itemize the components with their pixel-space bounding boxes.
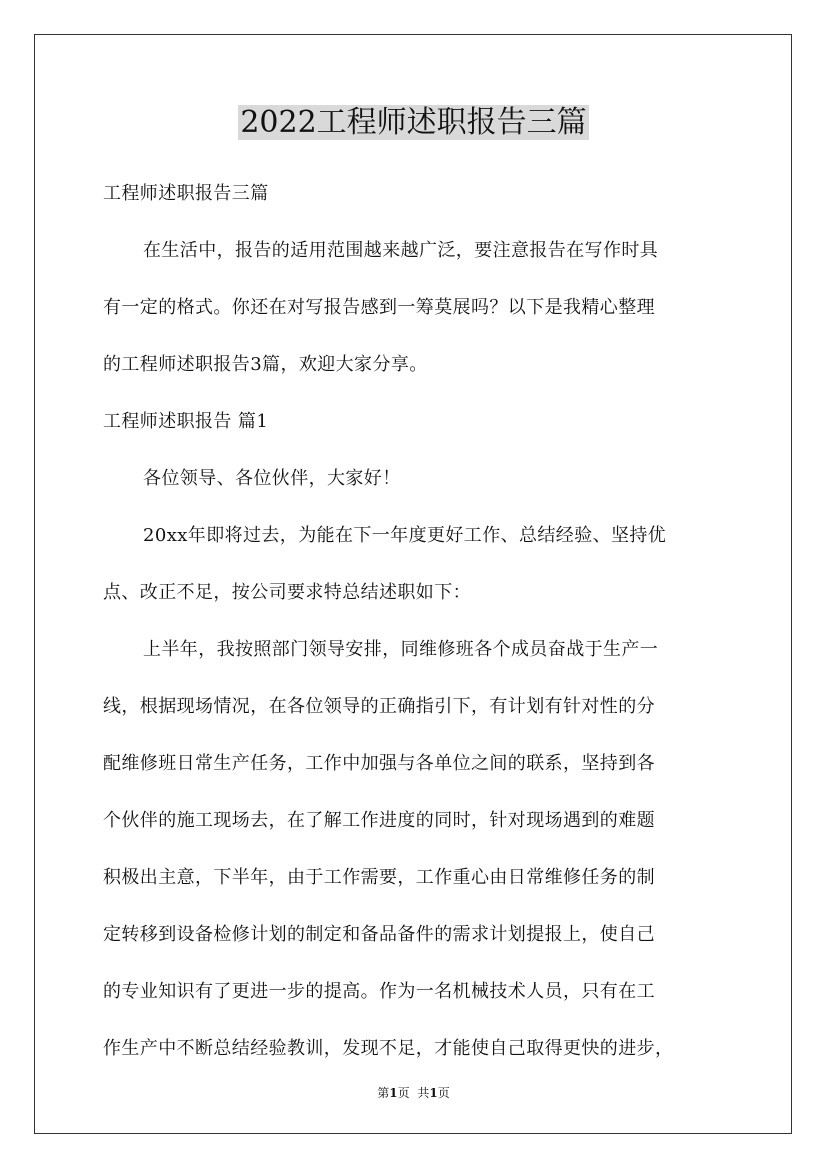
page-prefix: 第 bbox=[377, 1086, 390, 1100]
section-heading: 工程师述职报告三篇 bbox=[103, 183, 269, 204]
total-pages: 1 bbox=[429, 1086, 438, 1100]
greeting-line: 各位领导、各位伙伴，大家好！ bbox=[143, 468, 401, 489]
paragraph-line: 点、改正不足，按公司要求特总结述职如下： bbox=[103, 582, 471, 603]
paragraph-line: 上半年，我按照部门领导安排，同维修班各个成员奋战于生产一 bbox=[143, 639, 659, 660]
page-footer bbox=[0, 1084, 827, 1102]
paragraph-line: 配维修班日常生产任务，工作中加强与各单位之间的联系，坚持到各 bbox=[103, 753, 655, 774]
paragraph-line: 线，根据现场情况，在各位领导的正确指引下，有计划有针对性的分 bbox=[103, 696, 655, 717]
paragraph-line: 20xx年即将过去，为能在下一年度更好工作、总结经验、坚持优 bbox=[143, 525, 667, 546]
total-prefix: 共 bbox=[417, 1086, 430, 1100]
page-suffix: 页 bbox=[397, 1086, 410, 1100]
paragraph-line: 的工程师述职报告3篇，欢迎大家分享。 bbox=[103, 354, 428, 375]
document-title-text: 2022工程师述职报告三篇 bbox=[240, 105, 587, 140]
total-suffix: 页 bbox=[437, 1086, 450, 1100]
section-heading: 工程师述职报告 篇1 bbox=[103, 411, 269, 432]
document-title bbox=[0, 100, 827, 146]
document-body bbox=[103, 165, 728, 1077]
paragraph-line: 定转移到设备检修计划的制定和备品备件的需求计划提报上，使自己 bbox=[103, 924, 655, 945]
paragraph-line: 作生产中不断总结经验教训，发现不足，才能使自己取得更快的进步， bbox=[103, 1038, 674, 1059]
page-number: 1 bbox=[389, 1086, 398, 1100]
paragraph-line: 个伙伴的施工现场去，在了解工作进度的同时，针对现场遇到的难题 bbox=[103, 810, 655, 831]
paragraph-line: 在生活中，报告的适用范围越来越广泛，要注意报告在写作时具 bbox=[143, 240, 659, 261]
paragraph-line: 的专业知识有了更进一步的提高。作为一名机械技术人员，只有在工 bbox=[103, 981, 655, 1002]
paragraph-line: 有一定的格式。你还在对写报告感到一筹莫展吗？以下是我精心整理 bbox=[103, 297, 655, 318]
paragraph-line: 积极出主意，下半年，由于工作需要，工作重心由日常维修任务的制 bbox=[103, 867, 655, 888]
